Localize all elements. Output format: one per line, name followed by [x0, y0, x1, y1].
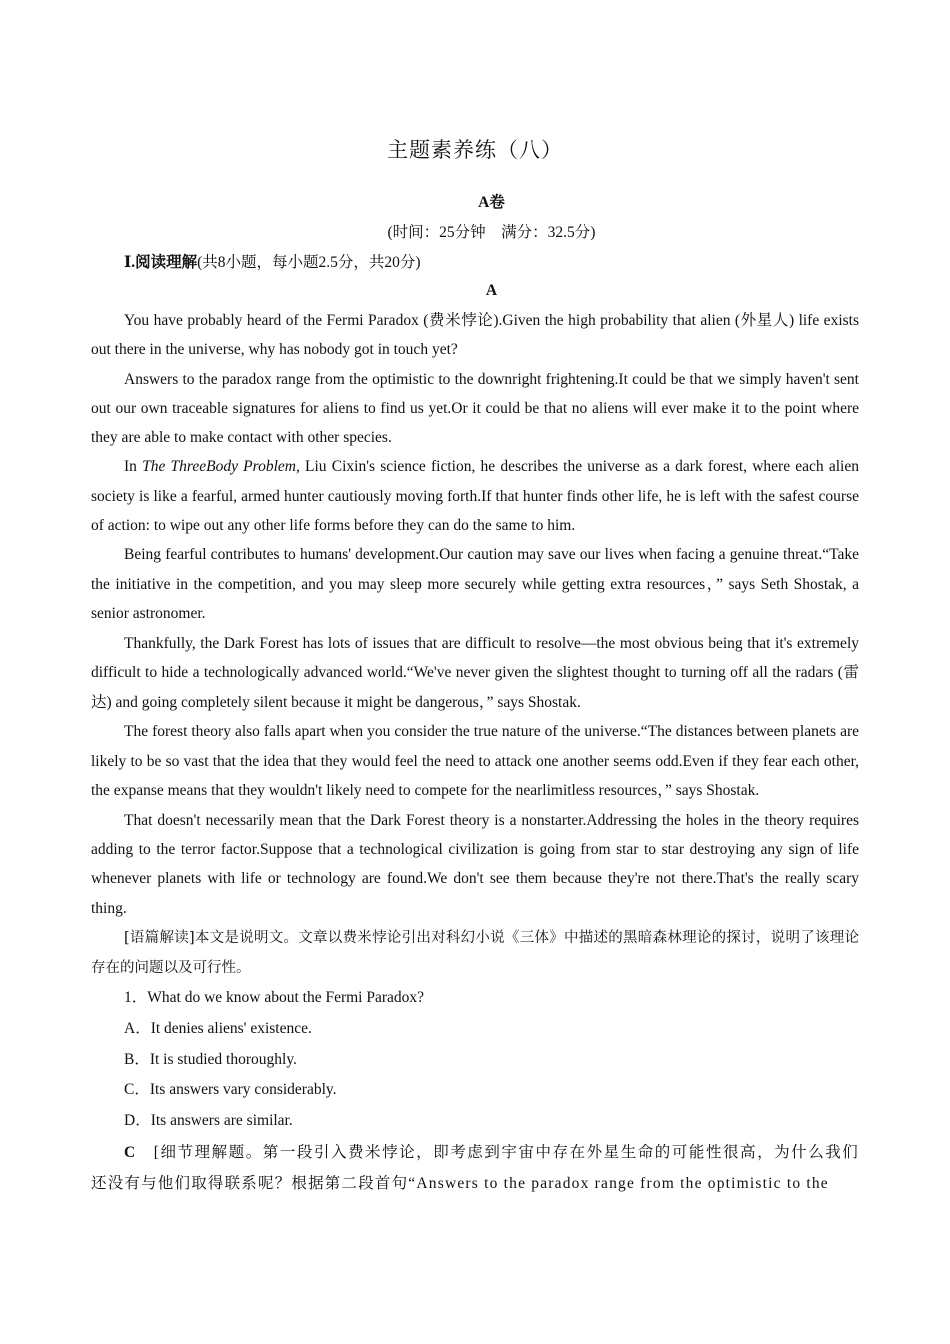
passage-paragraph-7: That doesn't necessarily mean that the Dark Forest theory is a nonstarter.Addressing the holes in the theory requires adding to the terror factor.Suppose that a technological civilization is going from star to star destroying any sign of life whenever planets with life or technology are found.We don't see them because they're not there.That's the really scary thing. [91, 811, 859, 917]
answer-explanation: [细节理解题。第一段引入费米悖论，即考虑到宇宙中存在外星生命的可能性很高，为什么我们还没有与他们取得联系呢？根据第二段首句“Answers to the paradox range from the optimistic to the [91, 1144, 859, 1193]
time-info: (时间：25分钟 满分：32.5分) [387, 224, 596, 241]
question-1-option-b: B．It is studied thoroughly. [124, 1050, 297, 1068]
analysis-text: 本文是说明文。文章以费米悖论引出对科幻小说《三体》中描述的黑暗森林理论的探讨，说明了该理论存在的问题以及可行性。 [91, 930, 859, 977]
passage-paragraph-2: Answers to the paradox range from the optimistic to the downright frightening.It could be that we simply haven't sent out our own traceable signatures for aliens to find us yet.Or it could be that no aliens will ever make it to the point where they are able to make contact with other species. [91, 370, 859, 447]
question-1-option-c: C．Its answers vary considerably. [124, 1081, 337, 1099]
page-title: 主题素养练（八） [387, 138, 563, 162]
passage-body [91, 306, 859, 1199]
question-1-stem: 1．What do we know about the Fermi Paradox? [124, 989, 425, 1007]
volume-label: A卷 [478, 194, 505, 211]
passage-paragraph-4: Being fearful contributes to humans' development.Our caution may save our lives when facing a genuine threat.“Take the initiative in the competition, and you may sleep more securely while getting extra resources，” says Seth Shostak, a senior astronomer. [91, 546, 859, 623]
p3-rest: Liu Cixin's science fiction, he describes the universe as a dark forest, where each alien society is like a fearful, armed hunter cautiously moving forth.If that hunter finds other life, he is left with the safest course of action: to wipe out any other life forms before they can do the same to him. [91, 458, 859, 535]
passage-label: A [485, 282, 498, 299]
question-1-answer [91, 1137, 859, 1199]
section-label: Ⅰ.阅读理解 [124, 254, 198, 271]
section-heading [124, 250, 421, 272]
analysis-label: [语篇解读] [124, 930, 195, 947]
passage-paragraph-3 [91, 452, 859, 540]
p3-prefix: In [124, 458, 143, 476]
question-1-option-a: A．It denies aliens' existence. [124, 1019, 312, 1037]
passage-paragraph-5: Thankfully, the Dark Forest has lots of issues that are difficult to resolve—the most obvious being that it's extremely difficult to hide a technologically advanced world.“We've never given the slightest thought to turning off all the radars (雷达) and going completely silent because it might be dangerous，” says Shostak. [91, 634, 859, 711]
passage-paragraph-6: The forest theory also falls apart when you consider the true nature of the universe.“The distances between planets are likely to be so vast that the idea that they would feel the need to attack one another seems odd.Even if they fear each other, the expanse means that they wouldn't likely need to compete for the nearlimitless resources，” says Shostak. [91, 723, 859, 800]
book-title: The ThreeBody Problem, [142, 458, 300, 476]
answer-letter: C [124, 1144, 137, 1162]
passage-paragraph-1: You have probably heard of the Fermi Paradox (费米悖论).Given the high probability that alien (外星人) life exists out there in the universe, why has nobody got in touch yet? [91, 312, 859, 359]
section-detail: (共8小题，每小题2.5分，共20分) [197, 254, 421, 271]
analysis-paragraph [91, 923, 859, 983]
question-1-option-d: D．Its answers are similar. [124, 1112, 293, 1130]
